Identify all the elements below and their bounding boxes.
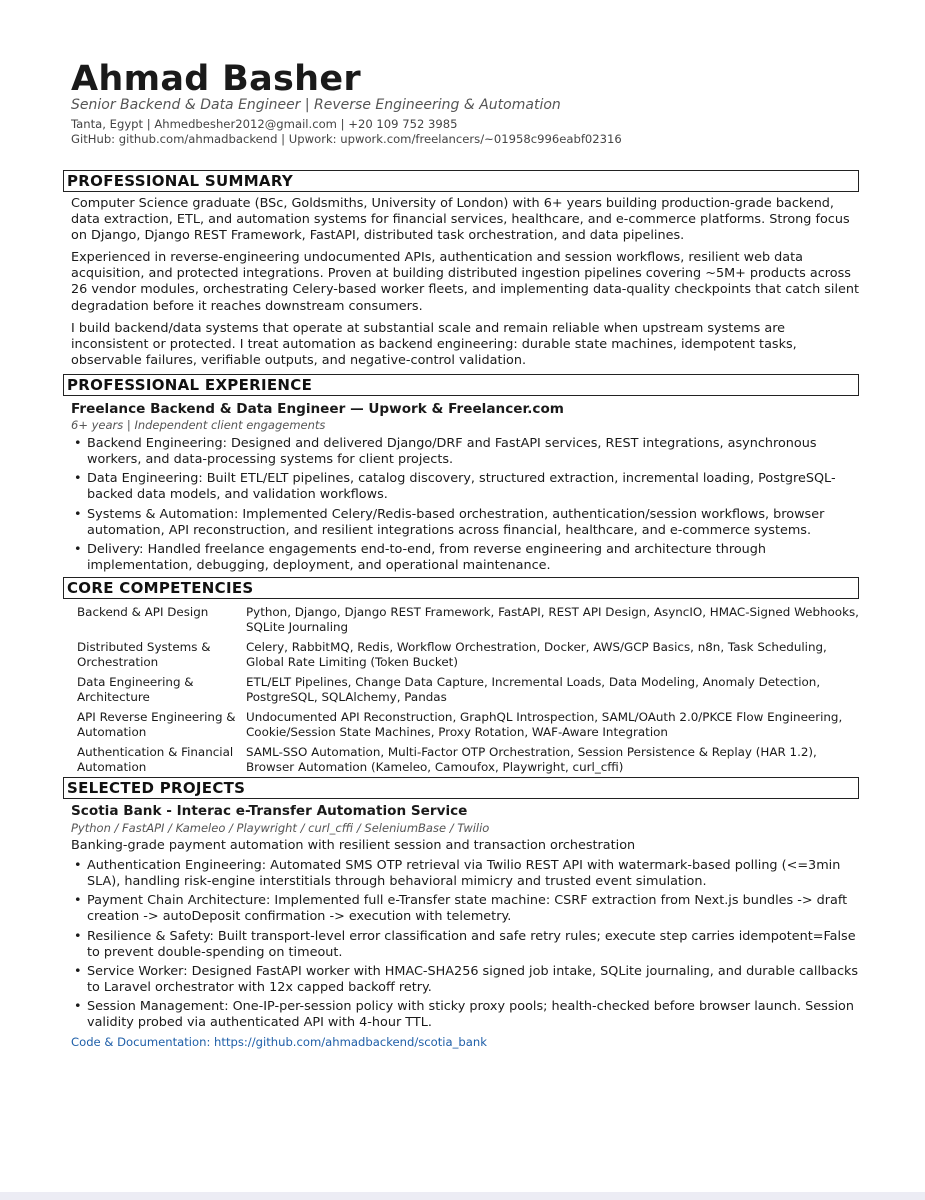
section-header-competencies: CORE COMPETENCIES: [63, 577, 859, 599]
project-code-link[interactable]: Code & Documentation: https://github.com/ahmadbackend/scotia_bank: [71, 1035, 487, 1049]
experience-bullet-list: [74, 436, 864, 577]
project-description: Banking-grade payment automation with resilient session and transaction orchestration: [71, 838, 636, 853]
competency-value: ETL/ELT Pipelines, Change Data Capture, Incremental Loads, Data Modeling, Anomaly Detection, PostgreSQL, SQLAlchemy, Pandas: [246, 675, 821, 704]
list-item: • Data Engineering: Built ETL/ELT pipelines, catalog discovery, structured extraction, incremental loading, PostgreSQL-backed data models, and validation workflows.: [74, 471, 836, 503]
contact-github-upwork: GitHub: github.com/ahmadbackend | Upwork: upwork.com/freelancers/~01958c996eabf02316: [71, 132, 622, 146]
candidate-name: Ahmad Basher: [71, 59, 361, 99]
bullet-dot-icon: •: [74, 471, 82, 487]
competency-value: Celery, RabbitMQ, Redis, Workflow Orchestration, Docker, AWS/GCP Basics, n8n, Task Scheduling, Global Rate Limiting (Token Bucket): [246, 640, 827, 669]
summary-paragraph-1: Computer Science graduate (BSc, Goldsmiths, University of London) with 6+ years building production-grade backend, data extraction, ETL, and automation systems for financial services, healthcare, and e-commerce platforms. Strong focus on Django, Django REST Framework, FastAPI, distributed task orchestration, and data pipelines.: [71, 196, 850, 244]
competencies-table: [77, 604, 867, 779]
contact-location-email-phone: Tanta, Egypt | Ahmedbesher2012@gmail.com | +20 109 752 3985: [71, 117, 458, 131]
list-item: • Service Worker: Designed FastAPI worker with HMAC-SHA256 signed job intake, SQLite journaling, and durable callbacks to Laravel orchestrator with 12x capped backoff retry.: [74, 963, 859, 995]
section-header-experience: PROFESSIONAL EXPERIENCE: [63, 374, 859, 396]
table-row: [77, 674, 867, 709]
competency-label: Backend & API Design: [77, 605, 209, 619]
competency-label: API Reverse Engineering & Automation: [77, 710, 236, 739]
competency-label: Distributed Systems & Orchestration: [77, 640, 211, 669]
bullet-dot-icon: •: [74, 506, 82, 522]
bullet-dot-icon: •: [74, 928, 82, 944]
project-tech-stack: Python / FastAPI / Kameleo / Playwright / curl_cffi / SeleniumBase / Twilio: [71, 821, 490, 835]
table-row: [77, 639, 867, 674]
bottom-strip: [0, 1192, 925, 1200]
table-row: [77, 604, 867, 639]
bullet-dot-icon: •: [74, 436, 82, 451]
project-title: Scotia Bank - Interac e-Transfer Automation Service: [71, 803, 468, 819]
table-row: [77, 744, 867, 779]
competency-value: Python, Django, Django REST Framework, FastAPI, REST API Design, AsyncIO, HMAC-Signed Webhooks, SQLite Journaling: [246, 605, 859, 634]
summary-paragraph-2: Experienced in reverse-engineering undocumented APIs, authentication and session workflows, resilient web data acquisition, and protected integrations. Proven at building distributed ingestion pipelines covering ~5M+ products across 26 vendor modules, orchestrating Celery-based worker fleets, and implementing data-quality checkpoints that catch silent degradation before it reaches downstream consumers.: [71, 250, 860, 314]
competency-label: Authentication & Financial Automation: [77, 745, 234, 774]
list-item: • Session Management: One-IP-per-session policy with sticky proxy pools; health-checked before browser launch. Session validity probed via authenticated API with 4-hour TTL.: [74, 999, 854, 1031]
competency-label: Data Engineering & Architecture: [77, 675, 194, 704]
table-row: [77, 709, 867, 744]
list-item: • Systems & Automation: Implemented Celery/Redis-based orchestration, authentication/session workflows, browser automation, API reconstruction, and resilient integrations across financial, healthcare, and e-commerce systems.: [74, 506, 825, 538]
list-item: • Authentication Engineering: Automated SMS OTP retrieval via Twilio REST API with watermark-based polling (<=3min SLA), handling risk-engine interstitials through behavioral mimicry and trusted event simulation.: [74, 858, 841, 889]
bullet-dot-icon: •: [74, 999, 82, 1015]
bullet-dot-icon: •: [74, 541, 82, 557]
bullet-dot-icon: •: [74, 963, 82, 979]
list-item: • Payment Chain Architecture: Implemented full e-Transfer state machine: CSRF extraction from Next.js bundles -> draft creation -> autoDeposit confirmation -> execution with telemetry.: [74, 893, 848, 925]
job-title: Freelance Backend & Data Engineer — Upwork & Freelancer.com: [71, 401, 564, 417]
bullet-dot-icon: •: [74, 858, 82, 873]
list-item: • Delivery: Handled freelance engagements end-to-end, from reverse engineering and architecture through implementation, debugging, deployment, and operational maintenance.: [74, 541, 766, 573]
bullet-dot-icon: •: [74, 893, 82, 909]
section-header-projects: SELECTED PROJECTS: [63, 777, 859, 799]
job-subtitle: 6+ years | Independent client engagements: [71, 418, 326, 432]
list-item: • Resilience & Safety: Built transport-level error classification and safe retry rules; execute step carries idempotent=False to prevent double-spending on timeout.: [74, 928, 856, 960]
section-header-summary: PROFESSIONAL SUMMARY: [63, 170, 859, 192]
candidate-tagline: Senior Backend & Data Engineer | Reverse Engineering & Automation: [71, 97, 561, 113]
project-bullet-list: [74, 858, 864, 1034]
competency-value: Undocumented API Reconstruction, GraphQL Introspection, SAML/OAuth 2.0/PKCE Flow Engineering, Cookie/Session State Machines, Proxy Rotation, WAF-Aware Integration: [246, 710, 843, 739]
summary-paragraph-3: I build backend/data systems that operate at substantial scale and remain reliable when upstream systems are inconsistent or protected. I treat automation as backend engineering: durable state machines, idempotent tasks, observable failures, verifiable outputs, and negative-control validation.: [71, 321, 797, 369]
list-item: • Backend Engineering: Designed and delivered Django/DRF and FastAPI services, REST integrations, asynchronous workers, and data-processing systems for client projects.: [74, 436, 817, 467]
competency-value: SAML-SSO Automation, Multi-Factor OTP Orchestration, Session Persistence & Replay (HAR 1.2), Browser Automation (Kameleo, Camoufox, Playwright, curl_cffi): [246, 745, 817, 774]
